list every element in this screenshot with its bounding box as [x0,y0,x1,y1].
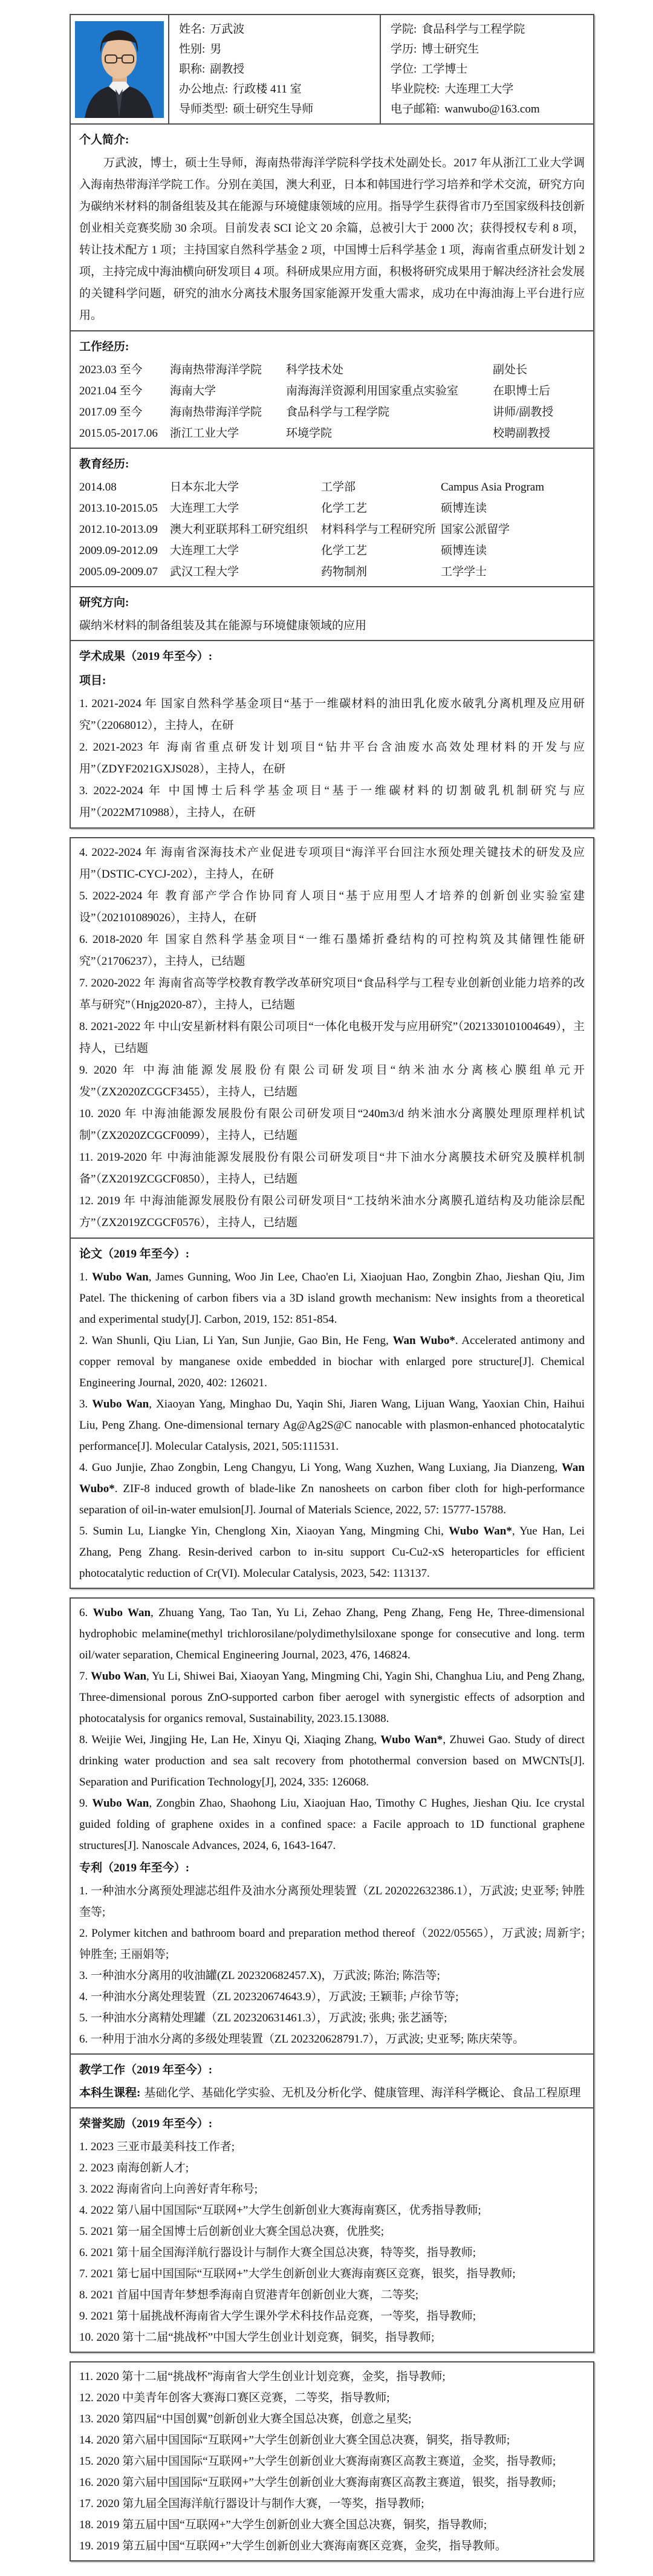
info-value: 副教授 [210,63,245,76]
paper-highlighted-author: Wubo Wan* [380,1733,443,1746]
paper-item [79,1793,585,1856]
education-institution: 日本东北大学 [170,481,239,494]
patent-item: 5. 一种油水分离精处理罐（ZL 202320631461.3），万武波; 张典; 张艺涵等; [79,2012,447,2024]
section-title: 工作经历: [79,341,129,353]
info-value: wanwubo@163.com [444,103,540,116]
award-item: 8. 2021 首届中国青年梦想季海南自贸港青年创新创业大赛，二等奖; [79,2289,419,2301]
project-item: 10. 2020 年 中海油能源发展股份有限公司研发项目“240m3/d 纳米油水分离膜处理原理样机试制”（ZX2020ZCGCF0099），主持人，已结题 [79,1107,585,1142]
education-institution: 大连理工大学 [170,502,239,515]
info-value: 硕士研究生导师 [233,103,314,116]
project-item: 6. 2018-2020 年 国家自然科学基金项目“一维石墨烯折叠结构的可控构筑及其储锂性能研究”（21706237），主持人，已结题 [79,933,585,968]
awards-list-part2 [79,2366,585,2557]
awards-list-part1 [79,2136,585,2348]
award-item: 16. 2020 第六届中国国际“互联网+”大学生创新创业大赛海南赛区高教主赛道，银奖，指导教师; [79,2476,556,2489]
projects-list-part2 [79,842,585,1234]
education-major: 材料科学与工程研究所 [321,523,437,536]
paper-text: . ZIF-8 induced growth of blade-like Zn nanosheets on carbon fiber cloth for high-performance separation of oil-in-water emulsion[J]. Journal of Materials Science, 2022, 57: 15777-15788. [79,1482,585,1516]
info-value: 博士研究生 [421,43,479,56]
paper-item [79,1394,585,1457]
education-major: 化学工艺 [321,502,368,515]
patents-title: 专利（2019 年至今）: [79,1862,190,1874]
section-title: 教学工作（2019 年至今）: [79,2064,213,2076]
education-degree: 国家公派留学 [441,523,510,536]
paper-text: . Accelerated antimony and copper removal by manganese oxide embedded in biochar with enlarged pore structure[J]. Chemical Engineering Journal, 2020, 402: 126021. [79,1334,585,1389]
info-label: 导师类型: [179,103,229,116]
paper-authors-pre: 8. Weijie Wei, Jingjing He, Lan He, Xinyu Qi, Xiaqing Zhang, [79,1733,381,1746]
award-item: 6. 2021 第十届全国海洋航行器设计与制作大赛全国总决赛，特等奖，指导教师; [79,2246,476,2259]
courses-label: 本科生课程: [79,2087,141,2099]
work-position: 讲师/副教授 [493,406,554,419]
education-period: 2009.09-2012.09 [79,544,158,557]
patents-list [79,1880,585,2050]
info-row [179,99,380,119]
info-label: 学院: [391,23,417,36]
education-row [79,498,585,519]
project-item: 7. 2020-2022 年 海南省高等学校教育教学改革研究项目“食品科学与工程专业创新创业能力培养的改革与研究”（Hnjg2020-87），主持人，已结题 [79,977,585,1011]
work-period: 2015.05-2017.06 [79,427,158,440]
education-row [79,519,585,540]
award-item: 7. 2021 第七届中国国际“互联网+”大学生创新创业大赛海南赛区竞赛，银奖，指导教师; [79,2268,516,2280]
project-item: 8. 2021-2022 年 中山安星新材料有限公司项目“一体化电极开发与应用研究”（2021330101004649），主持人，已结题 [79,1020,585,1055]
education-period: 2014.08 [79,481,117,494]
paper-item [79,1457,585,1521]
education-period: 2005.09-2009.07 [79,566,158,578]
info-row [391,99,593,119]
patent-item: 6. 一种用于油水分离的多级处理装置（ZL 202320628791.7），万武波; 史亚琴; 陈庆荣等。 [79,2033,525,2046]
section-title: 论文（2019 年至今）: [79,1248,190,1260]
info-value: 工学博士 [421,63,468,76]
education-major: 工学部 [321,481,356,494]
work-position: 副处长 [493,364,528,376]
award-item: 5. 2021 第一届全国博士后创新创业大赛全国总决赛，优胜奖; [79,2225,385,2238]
education-degree: 硕博连读 [441,544,487,557]
education-institution: 澳大利亚联邦科工研究组织 [170,523,308,536]
research-direction-text: 碳纳米材料的制备组装及其在能源与环境健康领域的应用 [79,619,367,632]
award-item: 1. 2023 三亚市最美科技工作者; [79,2141,235,2153]
education-degree: 工学学士 [441,566,487,578]
education-institution: 武汉工程大学 [170,566,239,578]
work-department: 环境学院 [286,427,333,440]
patent-item: 3. 一种油水分离用的收油罐(ZL 202320682457.X)，万武波; 陈治; 陈浩等; [79,1969,440,1982]
project-item: 9. 2020 年 中海油能源发展股份有限公司研发项目“纳米油水分离核心膜组单元开发”（ZX2020ZCGCF3455），主持人，已结题 [79,1064,585,1098]
project-item: 5. 2022-2024 年 教育部产学合作协同育人项目“基于应用型人才培养的创新创业实验室建设”（202101089026），主持人，在研 [79,890,585,924]
work-position: 校聘副教授 [493,427,551,440]
project-item: 11. 2019-2020 年 中海油能源发展股份有限公司研发项目“井下油水分离膜技术研究及膜样机制备”（ZX2019ZCGCF0850），主持人，已结题 [79,1151,585,1185]
info-value: 食品科学与工程学院 [421,23,525,36]
work-period: 2021.04 至今 [79,385,143,397]
award-item: 12. 2020 中美青年创客大赛海口赛区竞赛，二等奖，指导教师; [79,2392,390,2404]
paper-text: , Xiaoyan Yang, Minghao Du, Yaqin Shi, Jiaren Wang, Lijuan Wang, Yaoxian Chin, Haihui Liu, Peng Zhang. One-dimensional ternary Ag@Ag2S@C nanocable with plasmon-enhanced photocatalytic performance[J]. Molecular Catalysis, 2021, 505:111531. [79,1398,585,1453]
paper-text: , James Gunning, Woo Jin Lee, Chao'en Li, Xiaojuan Hao, Zongbin Zhao, Jieshan Qiu, Jim Patel. The thickening of carbon fibers via a 3D island growth mechanism: New insights from a theoretical and experimental study[J]. Carbon, 2019, 152: 851-854. [79,1271,585,1326]
work-organization: 海南大学 [170,385,216,397]
info-row [179,59,380,79]
work-department: 科学技术处 [286,364,344,376]
paper-item [79,1729,585,1793]
education-major: 药物制剂 [321,566,368,578]
profile-photo [75,21,164,118]
award-item: 3. 2022 海南省向上向善好青年称号; [79,2183,258,2196]
info-label: 姓名: [179,23,206,36]
info-row [179,19,380,39]
paper-highlighted-author: Wubo Wan [92,1797,149,1810]
section-work-experience [70,330,594,449]
patent-item: 1. 一种油水分离预处理滤芯组件及油水分离预处理装置（ZL 202022632386.1），万武波; 史亚琴; 钟胜奎等; [79,1885,585,1919]
paper-authors-pre: 1. [79,1271,92,1283]
award-item: 2. 2023 南海创新人才; [79,2162,189,2174]
paper-authors-pre: 6. [79,1606,93,1619]
info-label: 性别: [179,43,206,56]
info-label: 毕业院校: [391,83,440,96]
education-row [79,561,585,582]
section-title: 研究方向: [79,596,129,609]
paper-highlighted-author: Wubo Wan [92,1398,149,1410]
paper-text: , Yue Han, Lei Zhang, Peng Zhang. Resin-derived carbon to in-situ support Cu-Cu2-xS heteroparticles for efficient photocatalytic reduction of Cr(VI). Molecular Catalysis, 2023, 542: 113137. [79,1525,585,1580]
section-title: 教育经历: [79,458,129,471]
section-title: 荣誉奖励（2019 年至今）: [79,2118,213,2130]
work-organization: 海南热带海洋学院 [170,406,262,419]
award-item: 15. 2020 第六届中国国际“互联网+”大学生创新创业大赛海南赛区高教主赛道，金奖，指导教师; [79,2455,556,2468]
work-period: 2023.03 至今 [79,364,143,376]
work-row [79,380,585,402]
section-academic-achievements [70,640,594,829]
paper-highlighted-author: Wan Wubo* [392,1334,455,1347]
work-organization: 浙江工业大学 [170,427,239,440]
education-row [79,540,585,561]
info-value: 男 [210,43,222,56]
paper-highlighted-author: Wan Wubo* [79,1461,585,1495]
project-item: 3. 2022-2024 年 中国博士后科学基金项目“基于一维碳材料的切割破乳机制研究与应用”（2022M710988），主持人，在研 [79,784,585,819]
work-position: 在职博士后 [493,385,551,397]
paper-item [79,1602,585,1666]
project-item: 12. 2019 年 中海油能源发展股份有限公司研发项目“工技纳米油水分离膜孔道结构及功能涂层配方”（ZX2019ZCGCF0576），主持人，已结题 [79,1195,585,1229]
basic-info-left-column [169,15,381,123]
work-row [79,402,585,423]
undergraduate-courses-line [79,2082,585,2104]
info-row [179,79,380,99]
section-papers [70,1237,594,1589]
education-major: 化学工艺 [321,544,368,557]
section-projects-continued [70,837,594,1239]
section-papers-continued-patents [70,1597,594,2055]
project-item: 1. 2021-2024 年 国家自然科学基金项目“基于一维碳材料的油田乳化废水破乳分离机理及应用研究”（22068012），主持人，在研 [79,697,585,732]
paper-authors-pre: 4. Guo Junjie, Zhao Zongbin, Leng Changyu, Li Yong, Wang Xuzhen, Wang Luxiang, Jia Dianzeng, [79,1461,562,1474]
project-item: 4. 2022-2024 年 海南省深海技术产业促进专项项目“海洋平台回注水预处理关键技术的研发及应用”（DSTIC-CYCJ-202），主持人，在研 [79,846,585,881]
paper-text: , Zhuang Yang, Tao Tan, Yu Li, Zehao Zhang, Peng Zhang, Feng He, Three-dimensional hydrophobic melamine(methyl trichlorosilane/polydimethylsiloxane sponge for consecutive and long. term oil/water separation, Chemical Engineering Journal, 2023, 476, 146824. [79,1606,585,1661]
section-personal-intro [70,123,594,331]
faculty-profile-document [70,0,594,2576]
paper-highlighted-author: Wubo Wan* [449,1525,512,1537]
work-organization: 海南热带海洋学院 [170,364,262,376]
award-item: 4. 2022 第八届中国国际“互联网+”大学生创新创业大赛海南赛区，优秀指导教师; [79,2204,481,2217]
paper-highlighted-author: Wubo Wan [91,1670,147,1683]
section-awards-continued [70,2361,594,2561]
paper-highlighted-author: Wubo Wan [93,1606,151,1619]
patent-item: 4. 一种油水分离处理装置（ZL 202320674643.9），万武波; 王颖菲; 卢徐节等; [79,1991,459,2003]
projects-subtitle: 项目: [79,674,106,687]
education-row [79,477,585,498]
section-awards [70,2107,594,2353]
paper-authors-pre: 5. Sumin Lu, Liangke Yin, Chenglong Xin, Xiaoyan Yang, Mingming Chi, [79,1525,449,1537]
info-label: 学位: [391,63,417,76]
info-value: 行政楼 411 室 [233,83,302,96]
paper-item [79,1521,585,1584]
education-period: 2013.10-2015.05 [79,502,158,515]
section-research-direction [70,586,594,641]
award-item: 19. 2019 第五届中国“互联网+”大学生创新创业大赛海南赛区竞赛，金奖，指导教师。 [79,2540,507,2552]
info-row [391,79,593,99]
work-period: 2017.09 至今 [79,406,143,419]
info-row [391,59,593,79]
basic-info-right-column [381,15,593,123]
info-value: 万武波 [210,23,245,36]
education-table [79,477,585,582]
award-item: 11. 2020 第十二届“挑战杯”海南省大学生创业计划竞赛，金奖，指导教师; [79,2370,446,2383]
award-item: 17. 2020 第九届全国海洋航行器设计与制作大赛，一等奖，指导教师; [79,2497,424,2510]
papers-list-part1 [79,1267,585,1584]
work-experience-table [79,359,585,444]
award-item: 14. 2020 第六届中国国际“互联网+”大学生创新创业大赛全国总决赛，铜奖，指导教师; [79,2434,510,2447]
paper-authors-pre: 9. [79,1797,93,1810]
work-department: 食品科学与工程学院 [286,406,390,419]
info-row [391,39,593,59]
basic-info-table [70,14,594,125]
section-title: 学术成果（2019 年至今）: [79,650,213,663]
award-item: 10. 2020 第十二届“挑战杯”中国大学生创业计划竞赛，铜奖，指导教师; [79,2331,435,2344]
paper-authors-pre: 2. Wan Shunli, Qiu Lian, Li Yan, Sun Junjie, Gao Bin, He Feng, [79,1334,393,1347]
education-institution: 大连理工大学 [170,544,239,557]
education-degree: 硕博连读 [441,502,487,515]
work-department: 南海海洋资源利用国家重点实验室 [286,385,459,397]
paper-item [79,1666,585,1729]
paper-text: , Zhuwei Gao. Study of direct drinking water production and sea salt recovery from photothermal conversion based on MWCNTs[J]. Separation and Purification Technology[J], 2024, 335: 126068. [79,1733,585,1789]
info-value: 大连理工大学 [444,83,514,96]
education-degree: Campus Asia Program [441,481,544,494]
info-label: 办公地点: [179,83,229,96]
award-item: 13. 2020 第四届“中国创翼”创新创业大赛全国总决赛，创意之星奖; [79,2413,412,2425]
courses-text: 基础化学、基础化学实验、无机及分析化学、健康管理、海洋科学概论、食品工程原理 [144,2087,581,2099]
paper-item [79,1267,585,1330]
project-item: 2. 2021-2023 年 海南省重点研发计划项目“钻井平台含油废水高效处理材料的开发与应用”（ZDYF2021GXJS028），主持人，在研 [79,741,585,775]
section-title: 个人简介: [79,134,129,146]
work-row [79,359,585,380]
paper-item [79,1330,585,1394]
profile-photo-cell [71,15,169,123]
education-period: 2012.10-2013.09 [79,523,158,536]
projects-list-part1 [79,693,585,824]
info-row [391,19,593,39]
award-item: 18. 2019 第五届中国“互联网+”大学生创新创业大赛全国总决赛，铜奖，指导教师; [79,2519,487,2531]
paper-authors-pre: 3. [79,1398,93,1410]
patent-item: 2. Polymer kitchen and bathroom board and preparation method thereof（2022/05565），万武波; 周新宇; 钟胜奎; 王丽娟等; [79,1927,585,1961]
paper-text: , Yu Li, Shiwei Bai, Xiaoyan Yang, Mingming Chi, Yagin Shi, Changhua Liu, and Peng Zhang, Three-dimensional porous ZnO-supported carbon fiber aerogel with synergistic effects of adsorption and photocatalysis for organics removal, Sustainability, 2023.15.13088. [79,1670,585,1725]
info-label: 电子邮箱: [391,103,440,116]
paper-highlighted-author: Wubo Wan [92,1271,149,1283]
section-education [70,448,594,587]
section-teaching [70,2053,594,2108]
info-row [179,39,380,59]
award-item: 9. 2021 第十届挑战杯海南省大学生课外学术科技作品竞赛，一等奖，指导教师; [79,2310,476,2323]
work-row [79,423,585,444]
paper-text: , Zongbin Zhao, Shaohong Liu, Xiaojuan Hao, Timothy C Hughes, Jieshan Qiu. Ice crystal guided folding of graphene oxides in a confined space: a Facile approach to 1D functional graphene structures[J]. Nanoscale Advances, 2024, 6, 1643-1647. [79,1797,585,1852]
info-label: 学历: [391,43,417,56]
intro-paragraph: 万武波，博士，硕士生导师，海南热带海洋学院科学技术处副处长。2017 年从浙江工业大学调入海南热带海洋学院工作。分别在美国，澳大利亚，日本和韩国进行学习培养和学术交流，研究方向为碳纳米材料的制备组装及其在能源与环境健康领域的应用。指导学生获得省市乃至国家级科技创新创业相关竞赛奖励 30 余项。目前发表 SCI 论文 20 余篇，总被引大于 2000 次；获得授权专利 8 项，转让技术配方 1 项；主持国家自然科学基金 2 项，中国博士后科学基金 1 项，海南省重点研发计划 2 项，主持完成中海油横向研发项目 4 项。科研成果应用方面，积极将研究成果用于解决经济社会发展的关键科学问题，研究的油水分离技术服务国家能源开发重大需求，成功在中海油海上平台进行应用。 [79,157,585,322]
info-label: 职称: [179,63,206,76]
paper-authors-pre: 7. [79,1670,91,1683]
papers-list-part2 [79,1602,585,1856]
